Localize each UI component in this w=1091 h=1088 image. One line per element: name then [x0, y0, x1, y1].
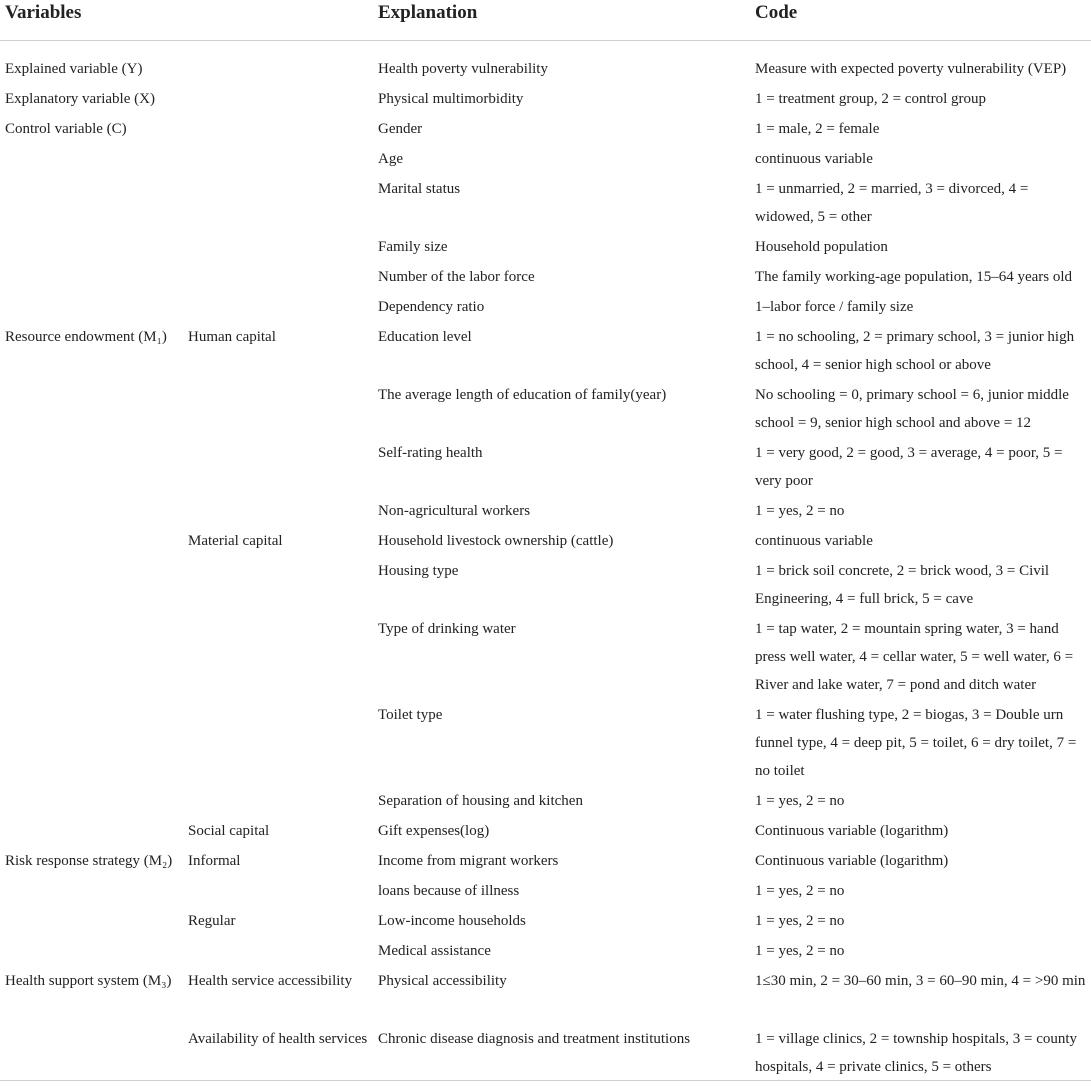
explanation-cell: Income from migrant workers	[378, 853, 559, 869]
explanation-cell: Number of the labor force	[378, 269, 535, 285]
code-cell: 1 = tap water, 2 = mountain spring water, 3 = hand press well water, 4 = cellar water, 5 = well water, 6 = River and lake water, 7 = pond and ditch water	[755, 621, 1074, 693]
table-row	[0, 293, 1091, 323]
subvariable-cell: Availability of health services	[188, 1031, 368, 1047]
code-cell: The family working-age population, 15–64 years old	[755, 269, 1073, 285]
table-row	[0, 175, 1091, 233]
subvariable-cell: Social capital	[188, 823, 270, 839]
header-code: Code	[755, 2, 798, 23]
subvariable-cell: Human capital	[188, 329, 276, 345]
code-cell: Household population	[755, 239, 888, 255]
explanation-cell: Marital status	[378, 181, 461, 197]
table-row	[0, 817, 1091, 847]
explanation-cell: Gender	[378, 121, 423, 137]
subvariable-cell: Health service accessibility	[188, 973, 353, 989]
table-row	[0, 787, 1091, 817]
table-row	[0, 967, 1091, 1025]
variable-cell: Explained variable (Y)	[5, 61, 143, 77]
explanation-cell: Type of drinking water	[378, 621, 516, 637]
table-row	[0, 145, 1091, 175]
variable-cell: Health support system (M₃)	[5, 973, 172, 989]
explanation-cell: Physical multimorbidity	[378, 91, 524, 107]
variable-cell: Control variable (C)	[5, 121, 127, 137]
explanation-cell: Education level	[378, 329, 472, 345]
explanation-cell: Physical accessibility	[378, 973, 507, 989]
code-cell: 1 = yes, 2 = no	[755, 503, 845, 519]
header-variables: Variables	[5, 2, 82, 23]
explanation-cell: Family size	[378, 239, 448, 255]
table-row	[0, 1025, 1091, 1083]
table-row	[0, 497, 1091, 527]
code-cell: 1 = no schooling, 2 = primary school, 3 = junior high school, 4 = senior high school or above	[755, 329, 1075, 373]
table-header	[0, 0, 1091, 41]
code-cell: continuous variable	[755, 533, 873, 549]
subvariable-cell: Material capital	[188, 533, 283, 549]
explanation-cell: Health poverty vulnerability	[378, 61, 548, 77]
table-row	[0, 115, 1091, 145]
code-cell: 1 = male, 2 = female	[755, 121, 880, 137]
bottom-rule	[0, 1080, 1091, 1081]
code-cell: Continuous variable (logarithm)	[755, 823, 949, 839]
code-cell: continuous variable	[755, 151, 873, 167]
code-cell: 1≤30 min, 2 = 30–60 min, 3 = 60–90 min, 4 = >90 min	[755, 973, 1086, 989]
subvariable-cell: Informal	[188, 853, 241, 869]
table-row	[0, 907, 1091, 937]
table-row	[0, 55, 1091, 85]
code-cell: 1–labor force / family size	[755, 299, 914, 315]
code-cell: Continuous variable (logarithm)	[755, 853, 949, 869]
code-cell: 1 = yes, 2 = no	[755, 943, 845, 959]
table-row	[0, 557, 1091, 615]
code-cell: 1 = village clinics, 2 = township hospitals, 3 = county hospitals, 4 = private clinics, 5 = others	[755, 1031, 1078, 1075]
code-cell: 1 = brick soil concrete, 2 = brick wood, 3 = Civil Engineering, 4 = full brick, 5 = cave	[755, 563, 1050, 607]
table-row	[0, 439, 1091, 497]
explanation-cell: Toilet type	[378, 707, 443, 723]
explanation-cell: Gift expenses(log)	[378, 823, 490, 839]
explanation-cell: Household livestock ownership (cattle)	[378, 533, 614, 549]
table-row	[0, 877, 1091, 907]
table-row	[0, 323, 1091, 381]
table-row	[0, 527, 1091, 557]
explanation-cell: The average length of education of family(year)	[378, 387, 667, 403]
explanation-cell: loans because of illness	[378, 883, 520, 899]
code-cell: 1 = yes, 2 = no	[755, 913, 845, 929]
table-body	[0, 41, 1091, 1083]
code-cell: 1 = yes, 2 = no	[755, 793, 845, 809]
code-cell: 1 = yes, 2 = no	[755, 883, 845, 899]
table-row	[0, 233, 1091, 263]
variable-cell: Explanatory variable (X)	[5, 91, 155, 107]
explanation-cell: Low-income households	[378, 913, 526, 929]
explanation-cell: Medical assistance	[378, 943, 491, 959]
explanation-cell: Chronic disease diagnosis and treatment institutions	[378, 1031, 691, 1047]
header-explanation: Explanation	[378, 2, 478, 23]
explanation-cell: Separation of housing and kitchen	[378, 793, 583, 809]
code-cell: Measure with expected poverty vulnerability (VEP)	[755, 61, 1067, 77]
explanation-cell: Housing type	[378, 563, 459, 579]
explanation-cell: Age	[378, 151, 403, 167]
variable-cell: Risk response strategy (M₂)	[5, 853, 173, 869]
code-cell: 1 = water flushing type, 2 = biogas, 3 = Double urn funnel type, 4 = deep pit, 5 = toilet, 6 = dry toilet, 7 = no toilet	[755, 707, 1077, 779]
table-row	[0, 615, 1091, 701]
table-row	[0, 263, 1091, 293]
table-row	[0, 937, 1091, 967]
table-row	[0, 85, 1091, 115]
variable-cell: Resource endowment (M₁)	[5, 329, 167, 345]
explanation-cell: Self-rating health	[378, 445, 483, 461]
explanation-cell: Non-agricultural workers	[378, 503, 531, 519]
code-cell: 1 = unmarried, 2 = married, 3 = divorced, 4 = widowed, 5 = other	[755, 181, 1029, 225]
explanation-cell: Dependency ratio	[378, 299, 485, 315]
subvariable-cell: Regular	[188, 913, 236, 929]
code-cell: No schooling = 0, primary school = 6, junior middle school = 9, senior high school and above = 12	[755, 387, 1069, 431]
table-row	[0, 847, 1091, 877]
code-cell: 1 = very good, 2 = good, 3 = average, 4 = poor, 5 = very poor	[755, 445, 1063, 489]
table-row	[0, 381, 1091, 439]
table-row	[0, 701, 1091, 787]
code-cell: 1 = treatment group, 2 = control group	[755, 91, 987, 107]
